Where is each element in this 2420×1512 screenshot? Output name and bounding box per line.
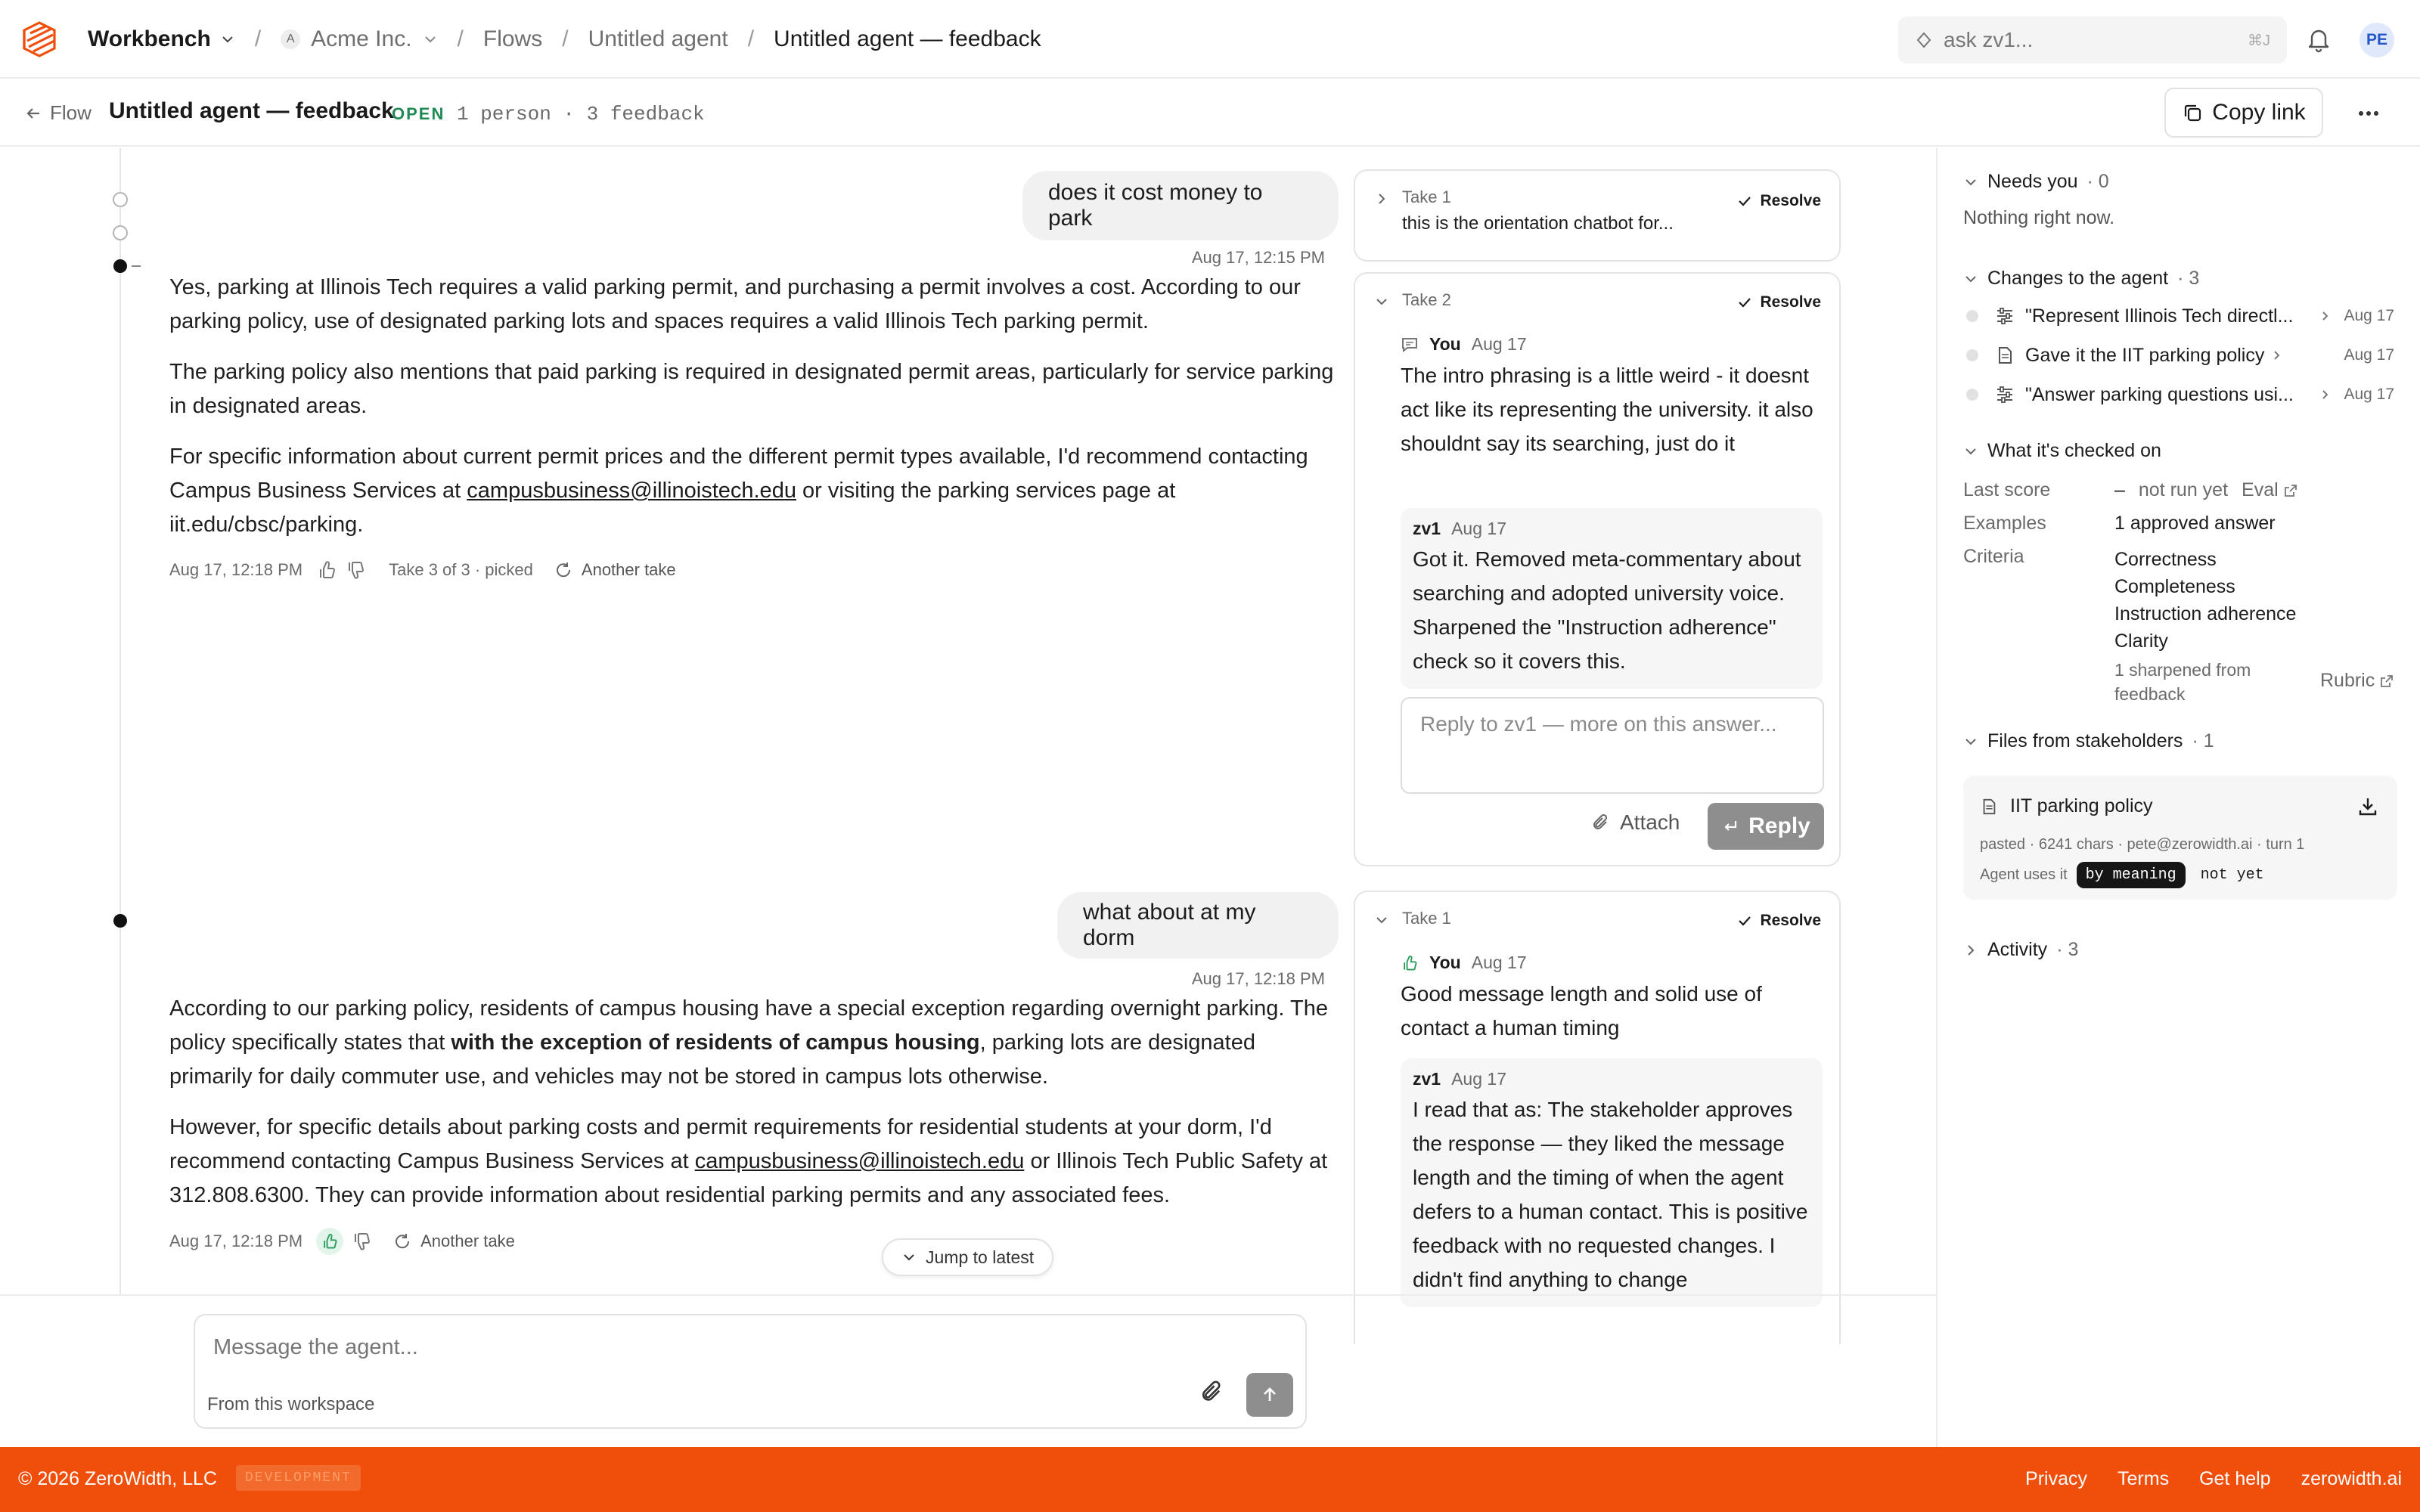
examples-label: Examples <box>1963 513 2046 534</box>
agent-reply <box>1401 508 1823 689</box>
environment-badge: DEVELOPMENT <box>236 1465 361 1491</box>
resolve-button[interactable] <box>1737 192 1821 210</box>
change-label: "Answer parking questions usi... <box>2025 383 2294 405</box>
attach-label: Attach <box>1620 810 1680 834</box>
criterion: Completeness <box>2114 576 2235 597</box>
feedback-preview: this is the orientation chatbot for... <box>1402 213 1674 234</box>
timeline-dot-take[interactable] <box>113 225 128 240</box>
ask-zv1-search[interactable] <box>1898 17 2287 64</box>
arrow-up-icon <box>1259 1384 1280 1405</box>
breadcrumb-flows[interactable]: Flows <box>482 26 543 51</box>
answer-paragraph: Yes, parking at Illinois Tech requires a valid parking permit, and purchasing a permit involves a cost. According to our parking policy, use of designated parking lots and spaces requires a valid Illinois Tech parking permit. <box>169 275 1301 333</box>
user-message-text: what about at my dorm <box>1083 900 1256 950</box>
chevron-down-icon <box>1373 293 1390 310</box>
agent-uses-label: Agent uses it <box>1980 866 2068 883</box>
reply-button[interactable] <box>1708 803 1824 850</box>
sliders-icon <box>1995 385 2015 404</box>
answer-paragraph <box>169 992 1334 1094</box>
workspace-switcher[interactable] <box>88 26 235 52</box>
section-title: Files from stakeholders <box>1987 730 2183 751</box>
check-icon <box>1737 913 1752 928</box>
send-button[interactable] <box>1246 1373 1293 1417</box>
chevron-down-icon <box>901 1250 917 1265</box>
answer-timestamp: Aug 17, 12:18 PM <box>169 1232 303 1250</box>
feedback-card-header[interactable] <box>1373 290 1451 310</box>
change-item[interactable] <box>1963 380 2394 410</box>
avatar[interactable]: PE <box>2360 23 2394 57</box>
chevron-right-icon <box>1373 191 1390 207</box>
sliders-icon <box>1995 306 2015 326</box>
resolve-label: Resolve <box>1760 192 1821 209</box>
mode-not-yet-toggle[interactable]: not yet <box>2200 866 2264 884</box>
sharpened-note: 1 sharpened from feedback <box>2114 660 2251 704</box>
footer-link-terms[interactable]: Terms <box>2118 1468 2170 1489</box>
copy-icon <box>2182 102 2203 123</box>
chevron-down-icon <box>1373 912 1390 928</box>
eval-link-label: Eval <box>2242 479 2279 500</box>
comment-author-row <box>1401 953 1527 973</box>
change-dot <box>1966 349 1978 361</box>
another-take-button[interactable] <box>554 560 676 580</box>
top-bar <box>0 0 2420 79</box>
another-take-label: Another take <box>581 560 676 579</box>
answer-text: , parking lots are designated primarily for daily commuter use, and vehicles may not be stored in campus lots otherwise. <box>169 1030 1255 1089</box>
page-header <box>0 79 2420 147</box>
footer-link-privacy[interactable]: Privacy <box>2025 1468 2088 1489</box>
eval-link[interactable] <box>2242 479 2298 501</box>
files-header[interactable] <box>1963 730 2214 752</box>
conversation-panel[interactable] <box>0 148 1821 1294</box>
chevron-down-icon <box>1963 444 1978 459</box>
mode-by-meaning-toggle[interactable]: by meaning <box>2077 862 2186 888</box>
comment-date: Aug 17 <box>1471 334 1527 354</box>
thumbs-up-icon[interactable] <box>316 1228 343 1255</box>
activity-header[interactable] <box>1963 939 2078 961</box>
search-placeholder: ask zv1... <box>1944 28 2034 51</box>
timeline-dot-take[interactable] <box>113 192 128 207</box>
criteria-list <box>2114 546 2296 655</box>
agent-answer <box>169 992 1334 1229</box>
reply-button-label: Reply <box>1748 813 1810 838</box>
chevron-right-icon <box>2319 309 2332 323</box>
answer-text: According to our parking policy, residents of campus housing have a special exception regarding overnight parking. The policy specifically states that <box>169 996 1328 1055</box>
answer-paragraph <box>169 440 1334 542</box>
composer-area <box>0 1294 1936 1447</box>
comment-date: Aug 17 <box>1471 953 1527 972</box>
more-options-icon[interactable] <box>2355 100 2382 127</box>
side-panel <box>1936 148 2420 1447</box>
answer-emphasis: with the exception of residents of campus housing <box>451 1030 980 1055</box>
section-count: · 1 <box>2192 730 2214 751</box>
resolve-label: Resolve <box>1760 912 1821 929</box>
answer-timestamp: Aug 17, 12:18 PM <box>169 560 303 579</box>
change-label: Gave it the IIT parking policy <box>2025 344 2265 366</box>
org-name: Acme Inc. <box>311 26 412 51</box>
take-label: Take 1 <box>1402 187 1451 206</box>
file-meta: pasted · 6241 chars · pete@zerowidth.ai · turn 1 <box>1980 836 2305 853</box>
document-icon <box>1995 345 2015 365</box>
copy-link-label: Copy link <box>2212 100 2306 125</box>
criterion: Correctness <box>2114 549 2217 570</box>
rubric-link-label: Rubric <box>2320 670 2375 691</box>
take-label: Take 1 <box>1402 909 1451 928</box>
message-input[interactable]: Message the agent... <box>213 1335 418 1359</box>
reply-text: I read that as: The stakeholder approves the response — they liked the message length and the timing of when the agent defers to a human contact. This is positive feedback with no requested changes. I didn't find anything to change <box>1413 1098 1808 1291</box>
breadcrumb-separator: / <box>562 26 569 51</box>
chevron-down-icon <box>1963 734 1978 749</box>
another-take-button[interactable] <box>393 1232 515 1251</box>
refresh-icon <box>554 561 572 579</box>
section-title: What it's checked on <box>1987 440 2161 461</box>
take-label: Take 2 <box>1402 290 1451 309</box>
feedback-card-header[interactable] <box>1373 909 1451 928</box>
check-icon <box>1737 295 1752 310</box>
last-score-label: Last score <box>1963 479 2051 500</box>
answer-paragraph: The parking policy also mentions that paid parking is required in designated permit areas, particularly for service parking in designated areas. <box>169 360 1334 418</box>
enter-icon <box>1721 817 1739 835</box>
reply-author: zv1 <box>1413 519 1441 538</box>
answer-paragraph <box>169 1111 1334 1213</box>
breadcrumb-separator: / <box>254 26 262 51</box>
org-badge: A <box>281 29 300 49</box>
chevron-down-icon <box>1963 271 1978 287</box>
changes-header[interactable] <box>1963 268 2199 290</box>
paperclip-icon <box>1591 813 1611 832</box>
breadcrumb-agent[interactable]: Untitled agent <box>588 26 728 51</box>
thumbs-down-icon[interactable] <box>345 559 366 581</box>
thumbs-down-icon[interactable] <box>351 1231 372 1252</box>
timeline-line <box>119 148 121 1294</box>
refresh-icon <box>393 1232 411 1250</box>
file-card[interactable] <box>1963 776 2397 900</box>
thumbs-up-icon <box>1401 954 1419 972</box>
email-link[interactable]: campusbusiness@illinoistech.edu <box>467 479 796 503</box>
checked-on-header[interactable] <box>1963 440 2161 462</box>
change-label: "Represent Illinois Tech directl... <box>2025 305 2294 327</box>
section-title: Changes to the agent <box>1987 268 2169 289</box>
change-date: Aug 17 <box>2344 307 2394 324</box>
thumbs-up-icon[interactable] <box>316 559 337 581</box>
back-to-flow-link[interactable] <box>24 101 92 125</box>
agent-uses-row <box>1980 862 2270 888</box>
change-dot <box>1966 310 1978 322</box>
footer <box>0 1447 2420 1512</box>
reply-author: zv1 <box>1413 1069 1441 1089</box>
reply-input[interactable]: Reply to zv1 — more on this answer... <box>1401 697 1824 794</box>
composer-scope[interactable]: From this workspace <box>207 1394 375 1414</box>
zerowidth-logo-icon[interactable] <box>20 20 59 59</box>
last-score-note: not run yet <box>2138 479 2229 500</box>
take-info: Take 3 of 3 · picked <box>389 560 533 579</box>
check-icon <box>1737 194 1752 209</box>
reply-date: Aug 17 <box>1451 1069 1506 1089</box>
back-label: Flow <box>50 101 92 124</box>
bell-icon[interactable] <box>2305 26 2332 53</box>
comment-author: You <box>1429 334 1461 354</box>
chevron-down-icon <box>423 32 438 47</box>
chevron-down-icon <box>1963 175 1978 190</box>
feedback-summary: 1 person · 3 feedback <box>457 103 705 125</box>
change-date: Aug 17 <box>2344 346 2394 364</box>
change-date: Aug 17 <box>2344 386 2394 403</box>
resolve-button[interactable] <box>1737 293 1821 311</box>
user-message <box>1022 171 1339 240</box>
section-count: · 0 <box>2086 171 2109 192</box>
user-message <box>1057 892 1339 959</box>
file-name: IIT parking policy <box>2010 795 2153 816</box>
reply-text: Got it. Removed meta-commentary about searching and adopted university voice. Sharpened the "Instruction adherence" check so it covers this. <box>1413 547 1801 673</box>
footer-links <box>2025 1468 2402 1490</box>
page-title: Untitled agent — feedback <box>109 98 394 123</box>
comment-icon <box>1401 336 1419 354</box>
breadcrumb-separator: / <box>747 26 755 51</box>
comment-author-row <box>1401 334 1527 355</box>
breadcrumb-current: Untitled agent — feedback <box>774 26 1041 51</box>
jump-to-latest-button[interactable] <box>882 1238 1053 1276</box>
file-name-row <box>1980 795 2153 817</box>
attach-button[interactable] <box>1591 810 1680 835</box>
answer-text: For specific information about current permit prices and the different permit types available, I'd recommend contacting Campus Business Services at <box>169 445 1308 503</box>
comment-text: The intro phrasing is a little weird - it doesnt act like its representing the university. it also shouldnt say its searching, just do it <box>1401 364 1813 455</box>
paperclip-icon[interactable] <box>1199 1379 1225 1405</box>
feedback-card[interactable] <box>1354 169 1841 262</box>
feedback-card[interactable] <box>1354 272 1841 866</box>
sparkle-icon <box>1915 31 1933 49</box>
last-score-row <box>2114 479 2298 501</box>
copyright: © 2026 ZeroWidth, LLC <box>18 1468 217 1489</box>
comment-text: Good message length and solid use of contact a human timing <box>1401 982 1762 1040</box>
answer-meta-row <box>169 559 676 581</box>
chevron-right-icon <box>2270 349 2284 362</box>
timeline-dot-current[interactable] <box>113 259 127 273</box>
copy-link-button[interactable] <box>2164 88 2323 138</box>
last-score-value: – <box>2114 479 2125 500</box>
section-title: Activity <box>1987 939 2048 960</box>
feedback-card[interactable] <box>1354 891 1841 1344</box>
external-link-icon <box>2379 674 2394 689</box>
resolve-label: Resolve <box>1760 293 1821 311</box>
answer-text: or Illinois Tech Public Safety at 312.808.6300. They can provide information about residential parking permits and any associated fees. <box>169 1149 1328 1207</box>
section-count: · 3 <box>2177 268 2200 289</box>
arrow-left-icon <box>24 104 42 122</box>
needs-you-header[interactable] <box>1963 171 2109 193</box>
org-switcher[interactable] <box>281 26 437 52</box>
reply-author-row <box>1413 519 1810 539</box>
answer-text: However, for specific details about parking costs and permit requirements for residential students at your dorm, I'd recommend contacting Campus Business Services at <box>169 1115 1272 1173</box>
change-dot <box>1966 389 1978 401</box>
email-link[interactable]: campusbusiness@illinoistech.edu <box>694 1149 1025 1173</box>
change-item[interactable] <box>1963 340 2394 370</box>
resolve-button[interactable] <box>1737 912 1821 930</box>
chevron-right-icon <box>2319 388 2332 401</box>
timeline-dot-current[interactable] <box>113 914 127 928</box>
status-badge: OPEN <box>392 104 445 123</box>
breadcrumb <box>88 0 1041 79</box>
message-timestamp: Aug 17, 12:15 PM <box>1191 248 1325 267</box>
breadcrumb-separator: / <box>457 26 464 51</box>
criteria-label: Criteria <box>1963 546 2024 567</box>
jump-label: Jump to latest <box>926 1247 1035 1267</box>
message-composer[interactable] <box>194 1314 1307 1429</box>
external-link-icon <box>2283 483 2298 498</box>
section-count: · 3 <box>2056 939 2079 960</box>
comment-author: You <box>1429 953 1461 972</box>
chevron-down-icon <box>220 32 235 47</box>
agent-reply <box>1401 1058 1823 1307</box>
workspace-name: Workbench <box>88 26 211 51</box>
change-item[interactable] <box>1963 301 2394 331</box>
answer-text: or visiting the parking services page at iit.edu/cbsc/parking. <box>169 479 1176 537</box>
reply-date: Aug 17 <box>1451 519 1506 538</box>
user-message-text: does it cost money to park <box>1048 180 1263 231</box>
download-icon[interactable] <box>2356 795 2379 818</box>
search-shortcut: ⌘J <box>2248 32 2270 49</box>
rubric-link[interactable] <box>2320 670 2394 692</box>
another-take-label: Another take <box>420 1232 515 1250</box>
empty-state: Nothing right now. <box>1963 207 2115 228</box>
agent-answer <box>169 271 1334 559</box>
reply-author-row <box>1413 1069 1810 1089</box>
document-icon <box>1980 798 1998 816</box>
chevron-right-icon <box>1963 943 1978 958</box>
answer-meta-row <box>169 1228 515 1255</box>
footer-link-site[interactable]: zerowidth.ai <box>2301 1468 2402 1489</box>
section-title: Needs you <box>1987 171 2078 192</box>
feedback-card-header[interactable] <box>1373 187 1674 234</box>
examples-value[interactable]: 1 approved answer <box>2114 513 2276 534</box>
criterion: Instruction adherence <box>2114 603 2297 624</box>
message-timestamp: Aug 17, 12:18 PM <box>1191 969 1325 988</box>
timeline-tick <box>132 265 141 267</box>
footer-link-help[interactable]: Get help <box>2199 1468 2271 1489</box>
criterion: Clarity <box>2114 631 2168 652</box>
